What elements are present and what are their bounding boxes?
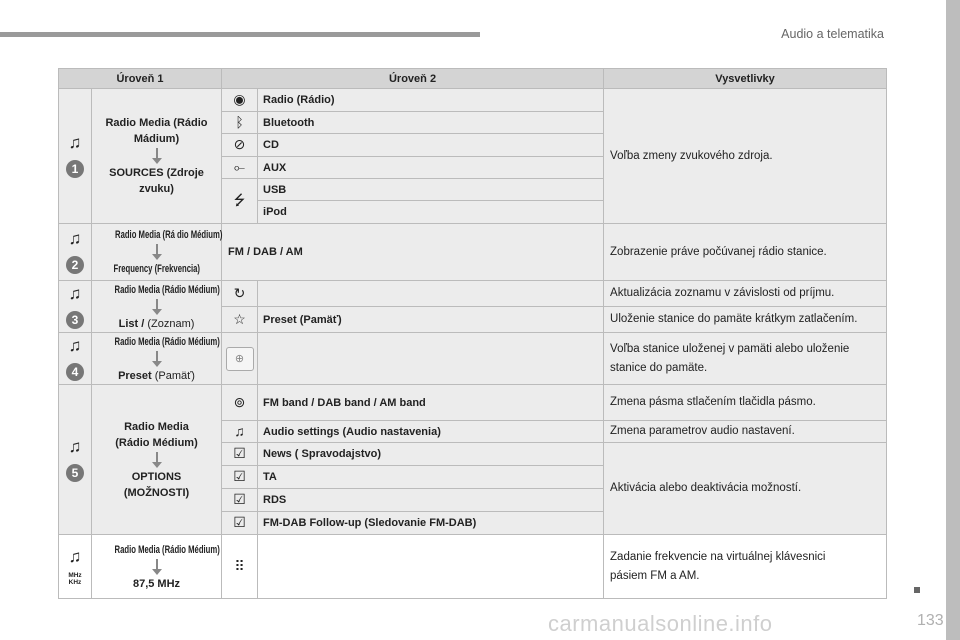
arrow-down-icon xyxy=(152,148,162,164)
cd-icon: ⊘ xyxy=(233,136,246,152)
radio-icon: ◉ xyxy=(233,91,246,107)
bluetooth-icon-cell xyxy=(222,112,258,134)
level2-label: Radio Media (Rádio Médium) xyxy=(114,543,220,556)
level2-label: 87,5 MHz xyxy=(132,577,181,590)
music-note-icon: ♫ xyxy=(68,546,82,566)
level2-label: OPTIONS (MOŽNOSTI) xyxy=(123,470,190,499)
note-cell xyxy=(604,333,887,385)
usb-icon: ⭍ xyxy=(233,192,246,208)
menu-item[interactable]: Audio settings (Audio nastavenia) xyxy=(258,421,604,443)
level-cell-3 xyxy=(59,281,92,333)
note-cell xyxy=(604,281,887,307)
refresh-icon-cell[interactable] xyxy=(222,281,258,307)
note-cell xyxy=(604,421,887,443)
aux-icon-cell xyxy=(222,157,258,179)
fm-radio-icon[interactable]: ⊚ xyxy=(233,393,246,410)
note-text: Aktivácia alebo deaktivácia možností. xyxy=(610,482,802,494)
menu-item[interactable]: Bluetooth xyxy=(258,112,604,134)
checkbox-icon[interactable]: ☑ xyxy=(233,514,246,530)
star-icon-cell[interactable] xyxy=(222,307,258,333)
preset-icon-cell[interactable] xyxy=(222,333,258,385)
music-note-icon: ♫ xyxy=(68,436,82,456)
empty-cell xyxy=(258,333,604,385)
note-cell xyxy=(604,89,887,224)
music-note-icon: ♫ xyxy=(68,335,82,355)
level2-label: Radio Media (Rádio Médium) xyxy=(114,335,220,348)
level2-label: Radio Media (Rádio Médium) xyxy=(115,420,198,449)
bluetooth-icon: ᛒ xyxy=(235,113,244,130)
header-level1: Úroveň 1 xyxy=(59,69,222,89)
side-strip xyxy=(946,0,960,640)
section-title: Audio a telematika xyxy=(781,27,884,41)
fm-band-icon-cell[interactable] xyxy=(222,385,258,421)
note-text: Zobrazenie práve počúvanej rádio stanice. xyxy=(610,245,827,258)
note-text: Zmena pásma stlačením tlačidla pásmo. xyxy=(610,396,816,408)
preset-button-icon[interactable]: ⊕ xyxy=(226,347,254,371)
note-text: Voľba zmeny zvukového zdroja. xyxy=(610,149,773,162)
cd-icon-cell xyxy=(222,134,258,157)
level-badge: 1 xyxy=(66,160,84,178)
menu-table xyxy=(58,68,887,599)
menu-item[interactable]: TA xyxy=(258,466,604,489)
note-text: Aktualizácia zoznamu v závislosti od príjmu. xyxy=(610,287,835,299)
star-icon[interactable]: ☆ xyxy=(233,310,246,327)
empty-cell xyxy=(258,281,604,307)
keypad-touch-icon[interactable]: ⠿ xyxy=(234,557,245,574)
menu-item[interactable]: FM band / DAB band / AM band xyxy=(258,385,604,421)
note-text: Uloženie stanice do pamäte krátkym zatlačením. xyxy=(610,313,858,325)
level-cell-6 xyxy=(59,535,92,599)
arrow-down-icon xyxy=(152,299,162,315)
level-badge: 3 xyxy=(66,311,84,329)
checkbox-icon[interactable]: ☑ xyxy=(233,468,246,484)
level2-label-plain: (Pamäť) xyxy=(154,369,195,382)
level2-label: SOURCES (Zdroje zvuku) xyxy=(109,167,204,195)
arrow-down-icon xyxy=(152,452,162,468)
arrow-down-icon xyxy=(152,244,162,260)
level2-label: Frequency (Frekvencia) xyxy=(113,263,200,275)
note-cell xyxy=(604,535,887,599)
note-cell xyxy=(604,385,887,421)
audio-settings-icon-cell[interactable] xyxy=(222,421,258,443)
menu-item[interactable]: USB xyxy=(258,179,604,201)
note-text: pásiem FM a AM. xyxy=(610,569,700,582)
note-text: Zadanie frekvencie na virtuálnej klávesnici xyxy=(610,550,826,563)
level2-path-3 xyxy=(92,281,222,333)
note-text: stanice do pamäte. xyxy=(610,361,708,374)
level2-path-4 xyxy=(92,333,222,385)
menu-item[interactable]: RDS xyxy=(258,489,604,512)
note-text: Zmena parametrov audio nastavení. xyxy=(610,425,795,437)
empty-cell xyxy=(258,535,604,599)
keypad-icon-cell[interactable] xyxy=(222,535,258,599)
menu-item[interactable]: CD xyxy=(258,134,604,157)
menu-item[interactable]: News ( Spravodajstvo) xyxy=(258,443,604,466)
header-level2: Úroveň 2 xyxy=(222,69,604,89)
level2-path-2 xyxy=(92,224,222,281)
music-note-icon: ♫ xyxy=(68,283,82,303)
aux-icon: ⟜ xyxy=(233,158,246,175)
level-badge: 5 xyxy=(66,464,84,482)
level2-path-5 xyxy=(92,385,222,535)
level-cell-1 xyxy=(59,89,92,224)
level2-label: Radio Media (Rádio Médium) xyxy=(114,283,220,296)
level2-label: Radio Media (Rádio Mádium) xyxy=(105,117,208,145)
level2-label-plain: (Zoznam) xyxy=(147,317,195,330)
note-cell xyxy=(604,307,887,333)
arrow-down-icon xyxy=(152,351,162,367)
menu-item[interactable]: iPod xyxy=(258,201,604,224)
checkbox-icon[interactable]: ☑ xyxy=(233,491,246,507)
menu-item[interactable]: Radio (Rádio) xyxy=(258,89,604,112)
checkbox-icon[interactable]: ☑ xyxy=(233,445,246,461)
watermark: carmanualsonline.info xyxy=(548,611,773,636)
level-cell-4 xyxy=(59,333,92,385)
level2-path-1 xyxy=(92,89,222,224)
refresh-icon[interactable]: ↻ xyxy=(233,284,246,301)
menu-item[interactable]: AUX xyxy=(258,157,604,179)
arrow-down-icon xyxy=(152,559,162,575)
level2-label: List / xyxy=(118,317,145,330)
top-rule xyxy=(0,32,480,37)
note-text: Voľba stanice uloženej v pamäti alebo uloženie xyxy=(610,342,850,355)
level-cell-2 xyxy=(59,224,92,281)
level2-label: Radio Media (Rá dio Médium) xyxy=(115,229,223,241)
music-note-icon: ♫ xyxy=(68,133,82,152)
note-cell xyxy=(604,224,887,281)
level-cell-5 xyxy=(59,385,92,535)
menu-item[interactable]: Preset (Pamäť) xyxy=(258,307,604,333)
khz-label: KHz xyxy=(68,578,82,586)
level-badge: 4 xyxy=(66,363,84,381)
checkbox-icon-cell[interactable] xyxy=(222,489,258,512)
menu-item[interactable] xyxy=(222,224,604,281)
header-notes: Vysvetlivky xyxy=(604,69,887,89)
mhz-label: MHz xyxy=(68,571,82,579)
page-number: 133 xyxy=(917,612,944,629)
level2-label: Preset xyxy=(118,369,152,382)
usb-icon-cell xyxy=(222,179,258,224)
note-cell xyxy=(604,443,887,535)
bullet-mark xyxy=(914,587,920,593)
checkbox-icon-cell[interactable] xyxy=(222,443,258,466)
menu-item[interactable]: FM-DAB Follow-up (Sledovanie FM-DAB) xyxy=(258,512,604,535)
checkbox-icon-cell[interactable] xyxy=(222,466,258,489)
level-badge: 2 xyxy=(66,256,84,274)
checkbox-icon-cell[interactable] xyxy=(222,512,258,535)
menu-item-label: FM / DAB / AM xyxy=(228,246,303,258)
audio-settings-icon[interactable]: ♫ xyxy=(234,422,245,439)
level2-path-6 xyxy=(92,535,222,599)
radio-icon-cell xyxy=(222,89,258,112)
music-note-icon: ♫ xyxy=(68,229,82,248)
